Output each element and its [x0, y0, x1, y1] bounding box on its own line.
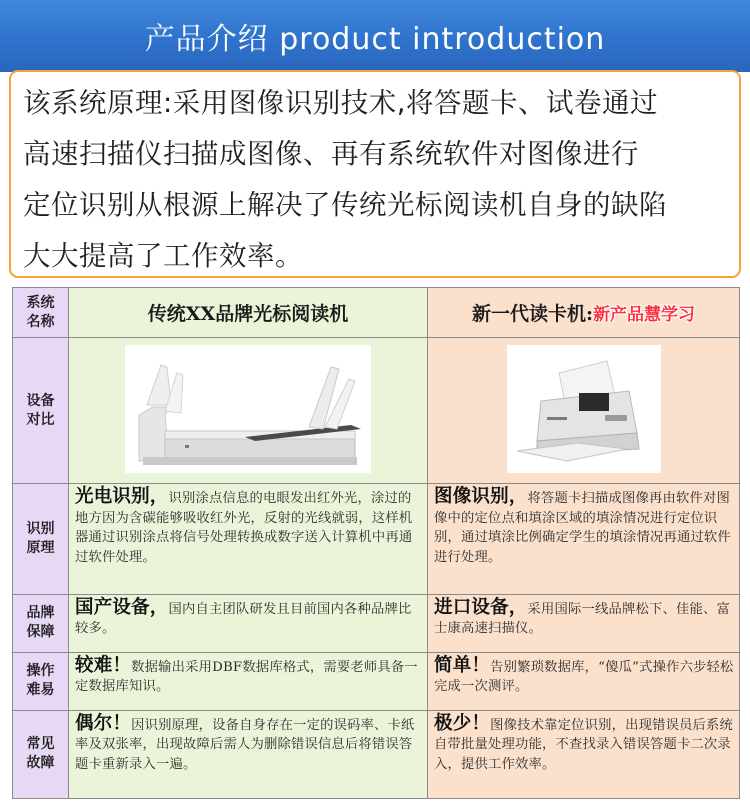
table-row-device: [13, 338, 740, 484]
new-brand-text: 采用国际一线品牌松下、佳能、富士康高速扫描仪。: [434, 601, 730, 637]
intro-box: [9, 70, 741, 278]
new-principle-text: 将答题卡扫描成图像再由软件对图像中的定位点和填涂区域的填涂情况进行定位识别，通过填涂比例确定学生的填涂情况再通过软件进行处理。: [434, 491, 731, 565]
optical-mark-reader-image: [125, 345, 371, 473]
new-operation-lead: 简单！: [434, 654, 491, 676]
new-brand-cell: [428, 594, 740, 652]
row-label-principle: 识别 原理: [13, 484, 69, 594]
page-title: 产品介绍 product introduction: [144, 22, 606, 57]
row-label-faults: 常见 故障: [13, 710, 69, 798]
new-operation-cell: [428, 652, 740, 710]
old-brand-text: 国内自主团队研发且目前国内各种品牌比较多。: [75, 601, 412, 637]
column-head-new: [428, 288, 740, 338]
old-principle-cell: [69, 484, 428, 594]
new-operation-text: 告别繁琐数据库，“傻瓜”式操作六步轻松完成一次测评。: [434, 659, 734, 695]
old-principle-text: 识别涂点信息的电眼发出红外光，涂过的地方因为含碳能够吸收红外光，反射的光线就弱，这样机器通过识别涂点将信号处理转换成数字送入计算机中再通过软件处理。: [75, 491, 413, 565]
row-label-brand: 品牌 保障: [13, 594, 69, 652]
new-faults-cell: [428, 710, 740, 798]
old-faults-lead: 偶尔！: [75, 712, 132, 734]
new-principle-cell: [428, 484, 740, 594]
column-head-new-label: 新一代读卡机:: [471, 303, 593, 326]
new-principle-lead: 图像识别，: [434, 486, 528, 508]
old-principle-lead: 光电识别，: [75, 486, 169, 508]
new-device-cell: [428, 338, 740, 484]
old-device-cell: [69, 338, 428, 484]
new-faults-text: 图像技术靠定位识别，出现错误员后系统自带批量处理功能，不查找录入错误答题卡二次录入，提供工作效率。: [434, 717, 734, 772]
old-operation-cell: [69, 652, 428, 710]
old-brand-lead: 国产设备，: [75, 596, 169, 618]
old-brand-cell: [69, 594, 428, 652]
document-scanner-drawing: [507, 345, 661, 473]
new-brand-lead: 进口设备，: [434, 596, 528, 618]
table-row-operation: [13, 652, 740, 710]
table-row-brand: [13, 594, 740, 652]
new-faults-lead: 极少！: [434, 712, 491, 734]
old-faults-cell: [69, 710, 428, 798]
table-row-principle: [13, 484, 740, 594]
row-label-system-name: 系统 名称: [13, 288, 69, 338]
document-scanner-image: [507, 345, 661, 473]
old-operation-text: 数据输出采用DBF数据库格式，需要老师具备一定数据库知识。: [75, 659, 418, 695]
table-header-row: [13, 288, 740, 338]
new-product-accent: 新产品慧学习: [593, 305, 695, 326]
intro-text: 该系统原理:采用图像识别技术,将答题卡、试卷通过 高速扫描仪扫描成图像、再有系统软件对图像进行 定位识别从根源上解决了传统光标阅读机自身的缺陷 大大提高了工作效率。: [23, 87, 667, 272]
row-label-device: 设备 对比: [13, 338, 69, 484]
comparison-table: [12, 287, 740, 799]
row-label-operation: 操作 难易: [13, 652, 69, 710]
old-faults-text: 因识别原理，设备自身存在一定的误码率、卡纸率及双张率，出现故障后需人为删除错误信息后将错误答题卡重新录入一遍。: [75, 717, 415, 772]
table-row-faults: [13, 710, 740, 798]
optical-mark-reader-drawing: [125, 345, 371, 473]
old-operation-lead: 较难！: [75, 654, 132, 676]
column-head-old: 传统XX品牌光标阅读机: [69, 288, 428, 338]
header-banner: [0, 0, 750, 72]
